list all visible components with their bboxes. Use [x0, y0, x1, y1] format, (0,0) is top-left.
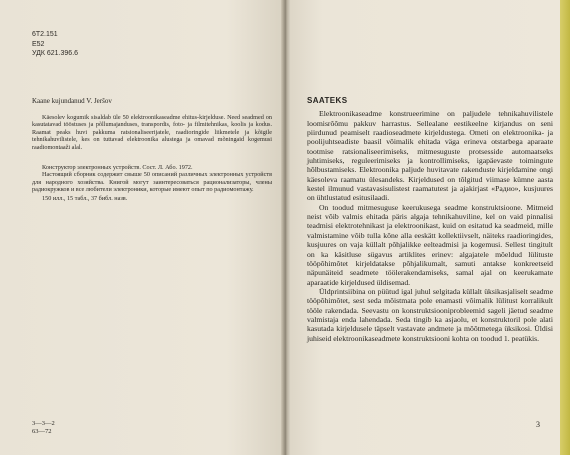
- cover-credit: Kaane kujundanud V. Jeršov: [32, 97, 112, 105]
- abstract-ru-title: Конструктор электронных устройств. Сост. Л. Або. 1972.: [42, 164, 193, 171]
- book-stats: 150 илл., 15 табл., 37 библ. назв.: [42, 194, 128, 202]
- page-edge: [560, 0, 570, 455]
- foreword-paragraph: On toodud mitmesuguse keerukusega seadme konstruktsioone. Mitmeid neist võib valmis ehitada päris algaja tehnikahuviline, kel on vaid pinnalisi teadmisi elektrotehnikast ja elektroonikast, kuid on esitatud ka seadmeid, mille valmistamine võib tulla kõne alla eeskätt kollektiivselt, näiteks raadioringides, kusjuures on vaja küllalt põhjalikke eelteadmisi ja kogemusi. Sellest tingitult on ka käsitluse sügavus artiklites erinev: algajatele mõeldud lülituste tööpõhimõtet kirjeldatakse põhjalikumalt, samuti antakse konkreetseid näpunäiteid seadmete töölerakendamiseks, samal ajal on keerukamate aparaatide kirjeldused üldisemad.: [307, 202, 553, 287]
- abstract-russian: [32, 164, 272, 202]
- classification-codes: [32, 30, 78, 59]
- classification-line: УДК 621.396.6: [32, 50, 79, 57]
- foreword-paragraph: Üldprintsiibina on püütud igal juhul selgitada küllalt üksikasjaliselt seadme tööpõhimõtet, sest seda mõistmata pole enamasti võimalik lülitust korralikult tööle rakendada. Seevastu on konstruktsiooniprobleemid sageli jäetud seadme valmistaja enda lahendada. Seda tingib ka asjaolu, et konstruktoril pole alati kasutada kirjeldusele täpselt vastavate andmete ja mõõtmetega üksikosi. Üldisi juhiseid elektroonikaseadmete konstruktsiooni kohta on toodud 1. peatükis.: [307, 286, 553, 343]
- classification-line: E52: [32, 40, 45, 48]
- left-page: [0, 0, 283, 455]
- print-code: 63—72: [32, 428, 52, 435]
- abstract-text: Käesolev kogumik sisaldab üle 50 elektroonikaseadme ehitus-kirjelduse. Need seadmed on kasutatavad tööstuses ja põllumajanduses, transpordis, foto- ja filmitehnikas, koolis ja kodus. Raamat peaks huvi pakkuma ratsionaliseerijatele, raadioringide liikmetele ja kõigile tehnikahuvilistele, kes on tuttavad elektroonika alustega ja omavad mõningaid kogemusi raadiomontaaži alal.: [32, 114, 272, 151]
- print-codes: [32, 420, 55, 436]
- page-number: 3: [536, 420, 540, 429]
- foreword-heading: SAATEKS: [307, 96, 348, 105]
- abstract-ru-text: Настоящий сборник содержит свыше 50 описаний различных электронных устройств для народного хозяйства. Книгой могут заинтересоваться рационализаторы, члены радиокружков и все любители электроники, которые имеют опыт по радиомонтажу.: [32, 171, 272, 194]
- foreword-paragraph: Elektroonikaseadme konstrueerimine on paljudele tehnikahuvilistele loomisrõõmu pakkuv harrastus. Sellealane eestikeelne kirjandus on seni piirdunud peamiselt raadioseadmete kirjeldustega. Ometi on elektroonika- ja poolijuhtseadiste baasil võimalik ehitada väga erineva otstarbega aparaate tootmise ratsionaliseerimiseks, mitmesuguste protsesside automaatseks juhtimiseks, reguleerimiseks ja kontrollimiseks, igapäevaste toimingute hõlbustamiseks. Elektroonika paljude huvitavate rakenduste kirjeldamine ongi käesoleva raamatu ülesandeks. Kirjeldused on tõlgitud viimase kümne aasta kestel ilmunud vastavasisulistest raamatutest ja ajakirjast «Радио», kusjuures on ühtlustatud esitusilaadi.: [307, 109, 553, 203]
- print-code: 3—3—2: [32, 420, 55, 427]
- abstract-estonian: [32, 114, 272, 151]
- classification-line: 6T2.151: [32, 31, 58, 38]
- foreword: [307, 96, 553, 343]
